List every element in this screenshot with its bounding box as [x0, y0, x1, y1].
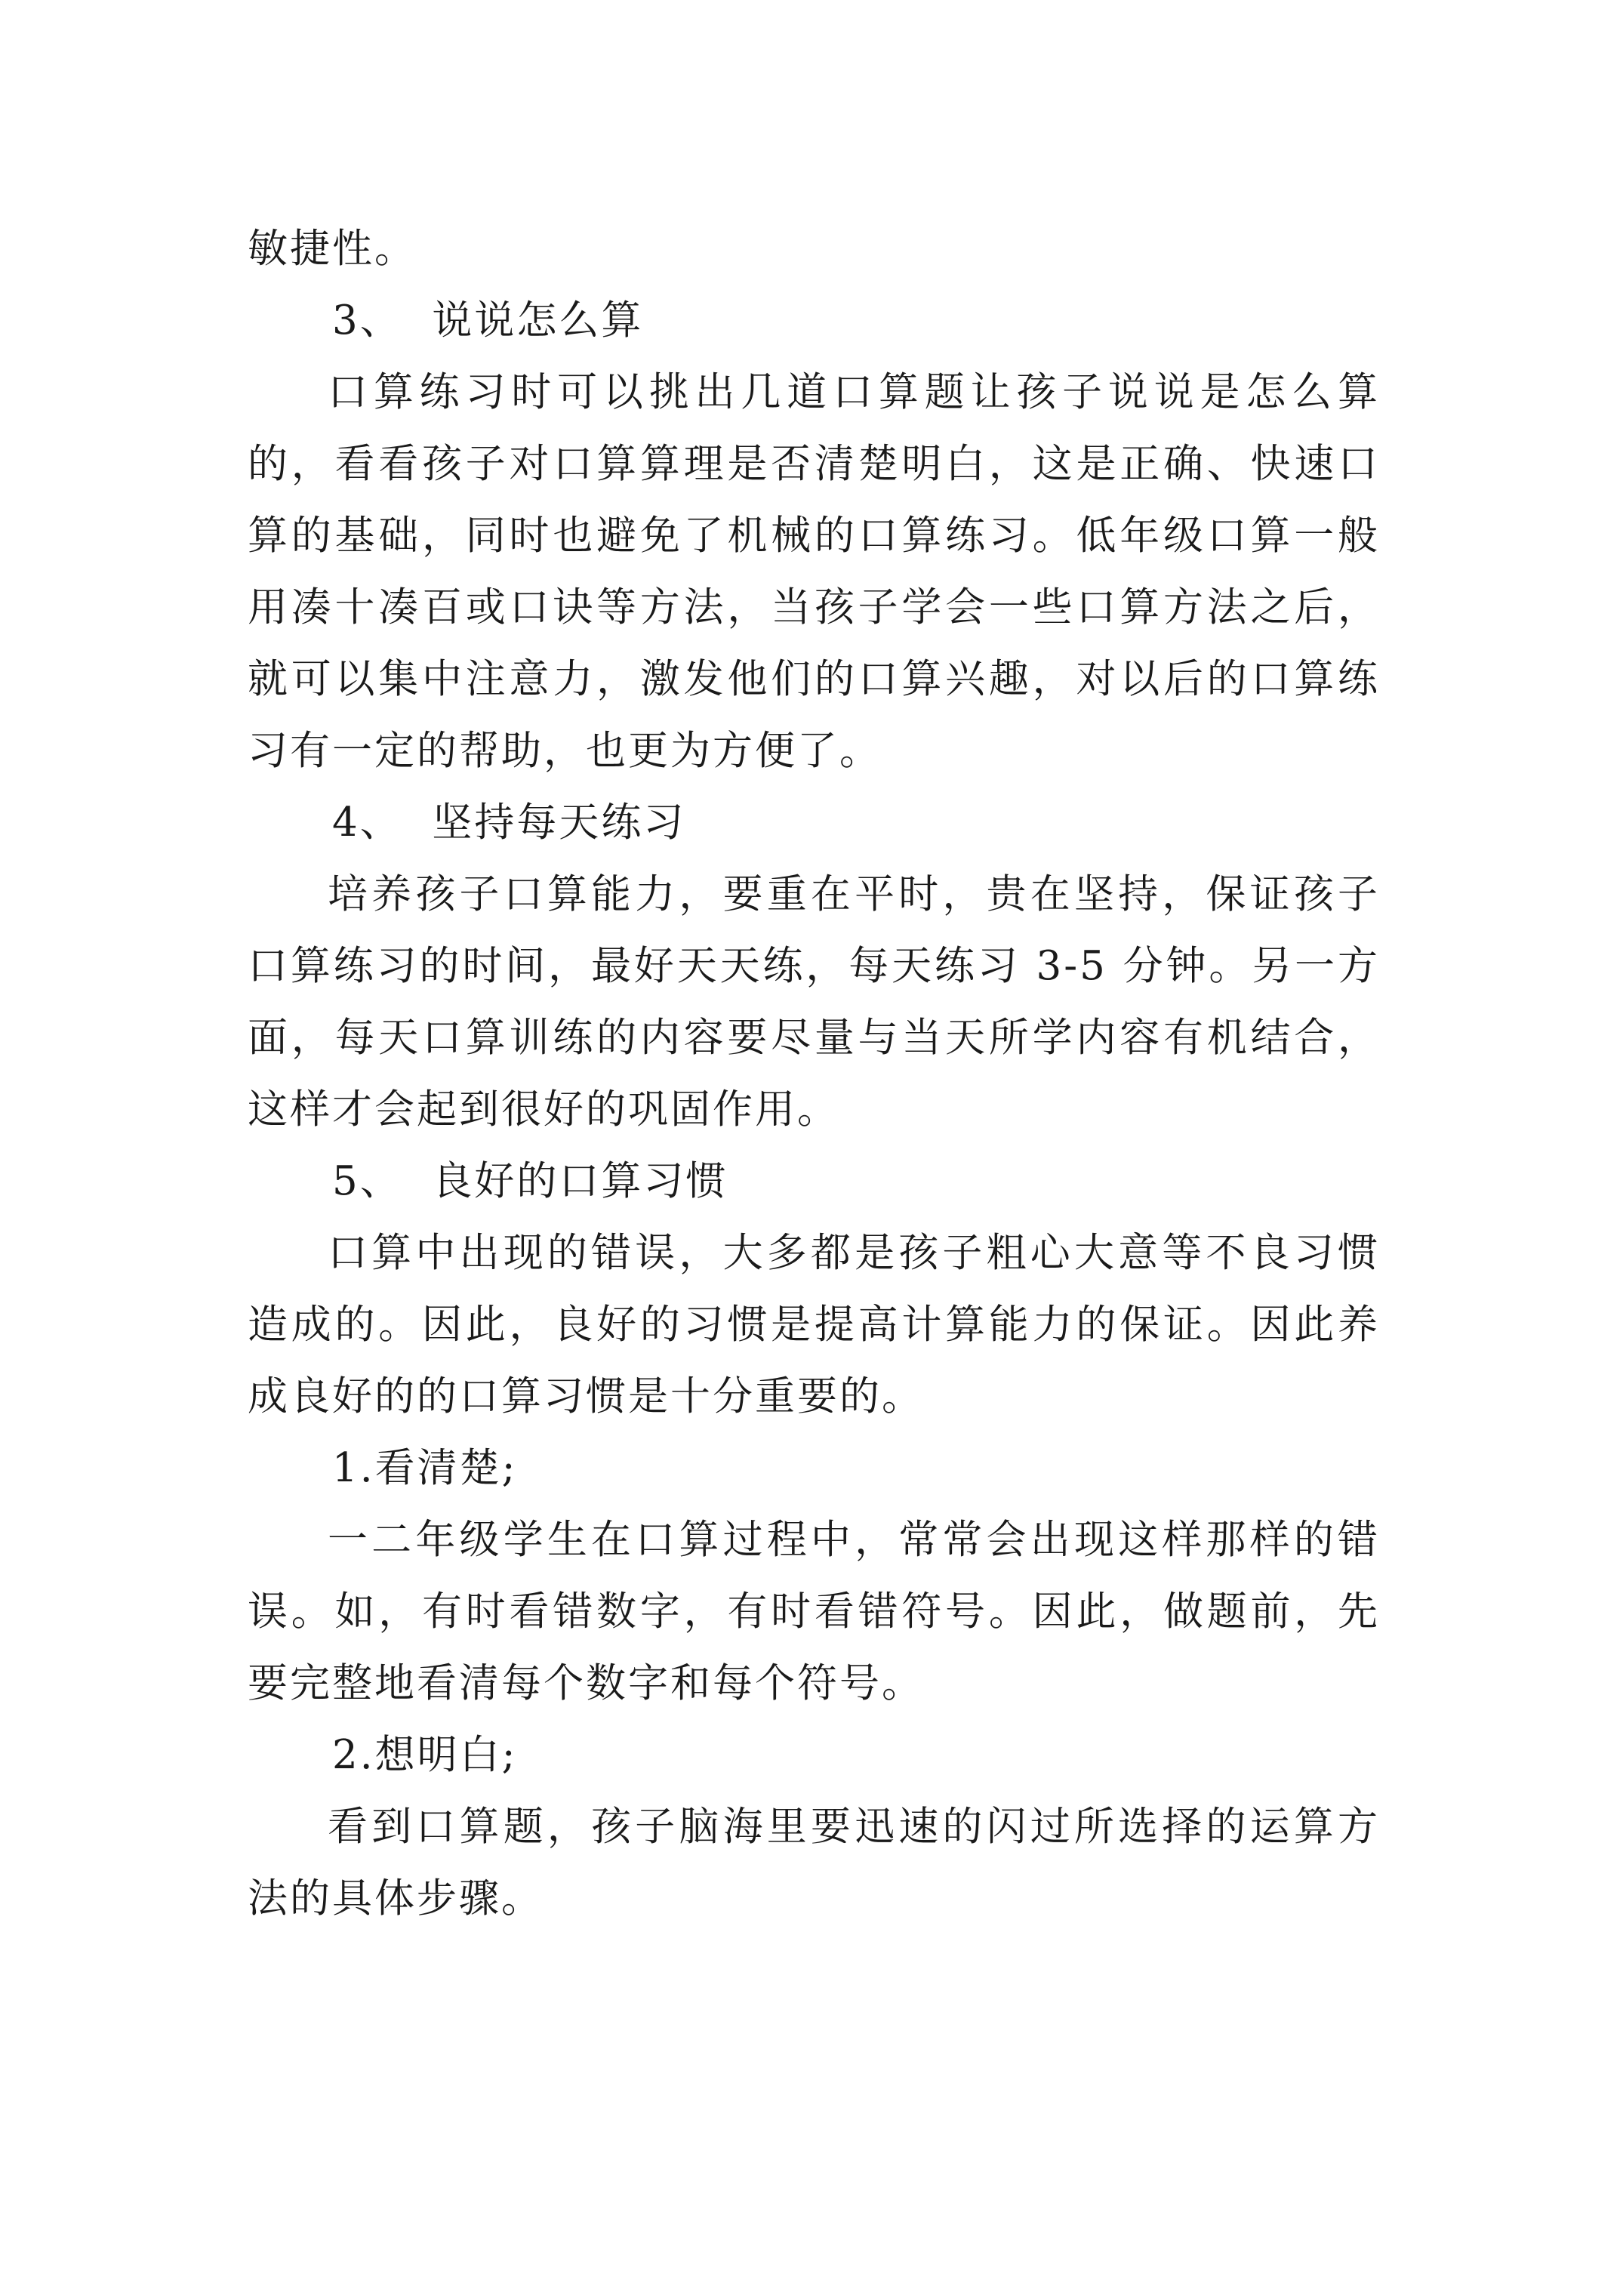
section-heading-3: 3、 说说怎么算	[332, 297, 644, 344]
subheading-2: 2.想明白;	[332, 1732, 518, 1778]
paragraph-subheading-2: 看到口算题，孩子脑海里要迅速的闪过所选择的运算方法的具体步骤。	[248, 1804, 1380, 1922]
paragraph-section-5: 口算中出现的错误，大多都是孩子粗心大意等不良习惯造成的。因此，良好的习惯是提高计算能力的保证。因此养成良好的的口算习惯是十分重要的。	[248, 1230, 1380, 1419]
paragraph-continuation: 敏捷性。	[248, 226, 417, 272]
section-heading-5: 5、 良好的口算习惯	[332, 1158, 728, 1204]
subheading-1: 1.看清楚;	[332, 1445, 518, 1491]
section-heading-4: 4、 坚持每天练习	[332, 800, 686, 846]
document-body	[248, 213, 1380, 1934]
paragraph-subheading-1: 一二年级学生在口算过程中，常常会出现这样那样的错误。如，有时看错数字，有时看错符号。因此，做题前，先要完整地看清每个数字和每个符号。	[248, 1517, 1380, 1706]
paragraph-section-4: 培养孩子口算能力，要重在平时，贵在坚持，保证孩子口算练习的时间，最好天天练，每天练习 3-5 分钟。另一方面，每天口算训练的内容要尽量与当天所学内容有机结合，这样才会起到很好的巩固作用。	[248, 871, 1380, 1133]
paragraph-section-3: 口算练习时可以挑出几道口算题让孩子说说是怎么算的，看看孩子对口算算理是否清楚明白，这是正确、快速口算的基础，同时也避免了机械的口算练习。低年级口算一般用凑十凑百或口诀等方法，当孩子学会一些口算方法之后，就可以集中注意力，激发他们的口算兴趣，对以后的口算练习有一定的帮助，也更为方便了。	[248, 369, 1380, 774]
